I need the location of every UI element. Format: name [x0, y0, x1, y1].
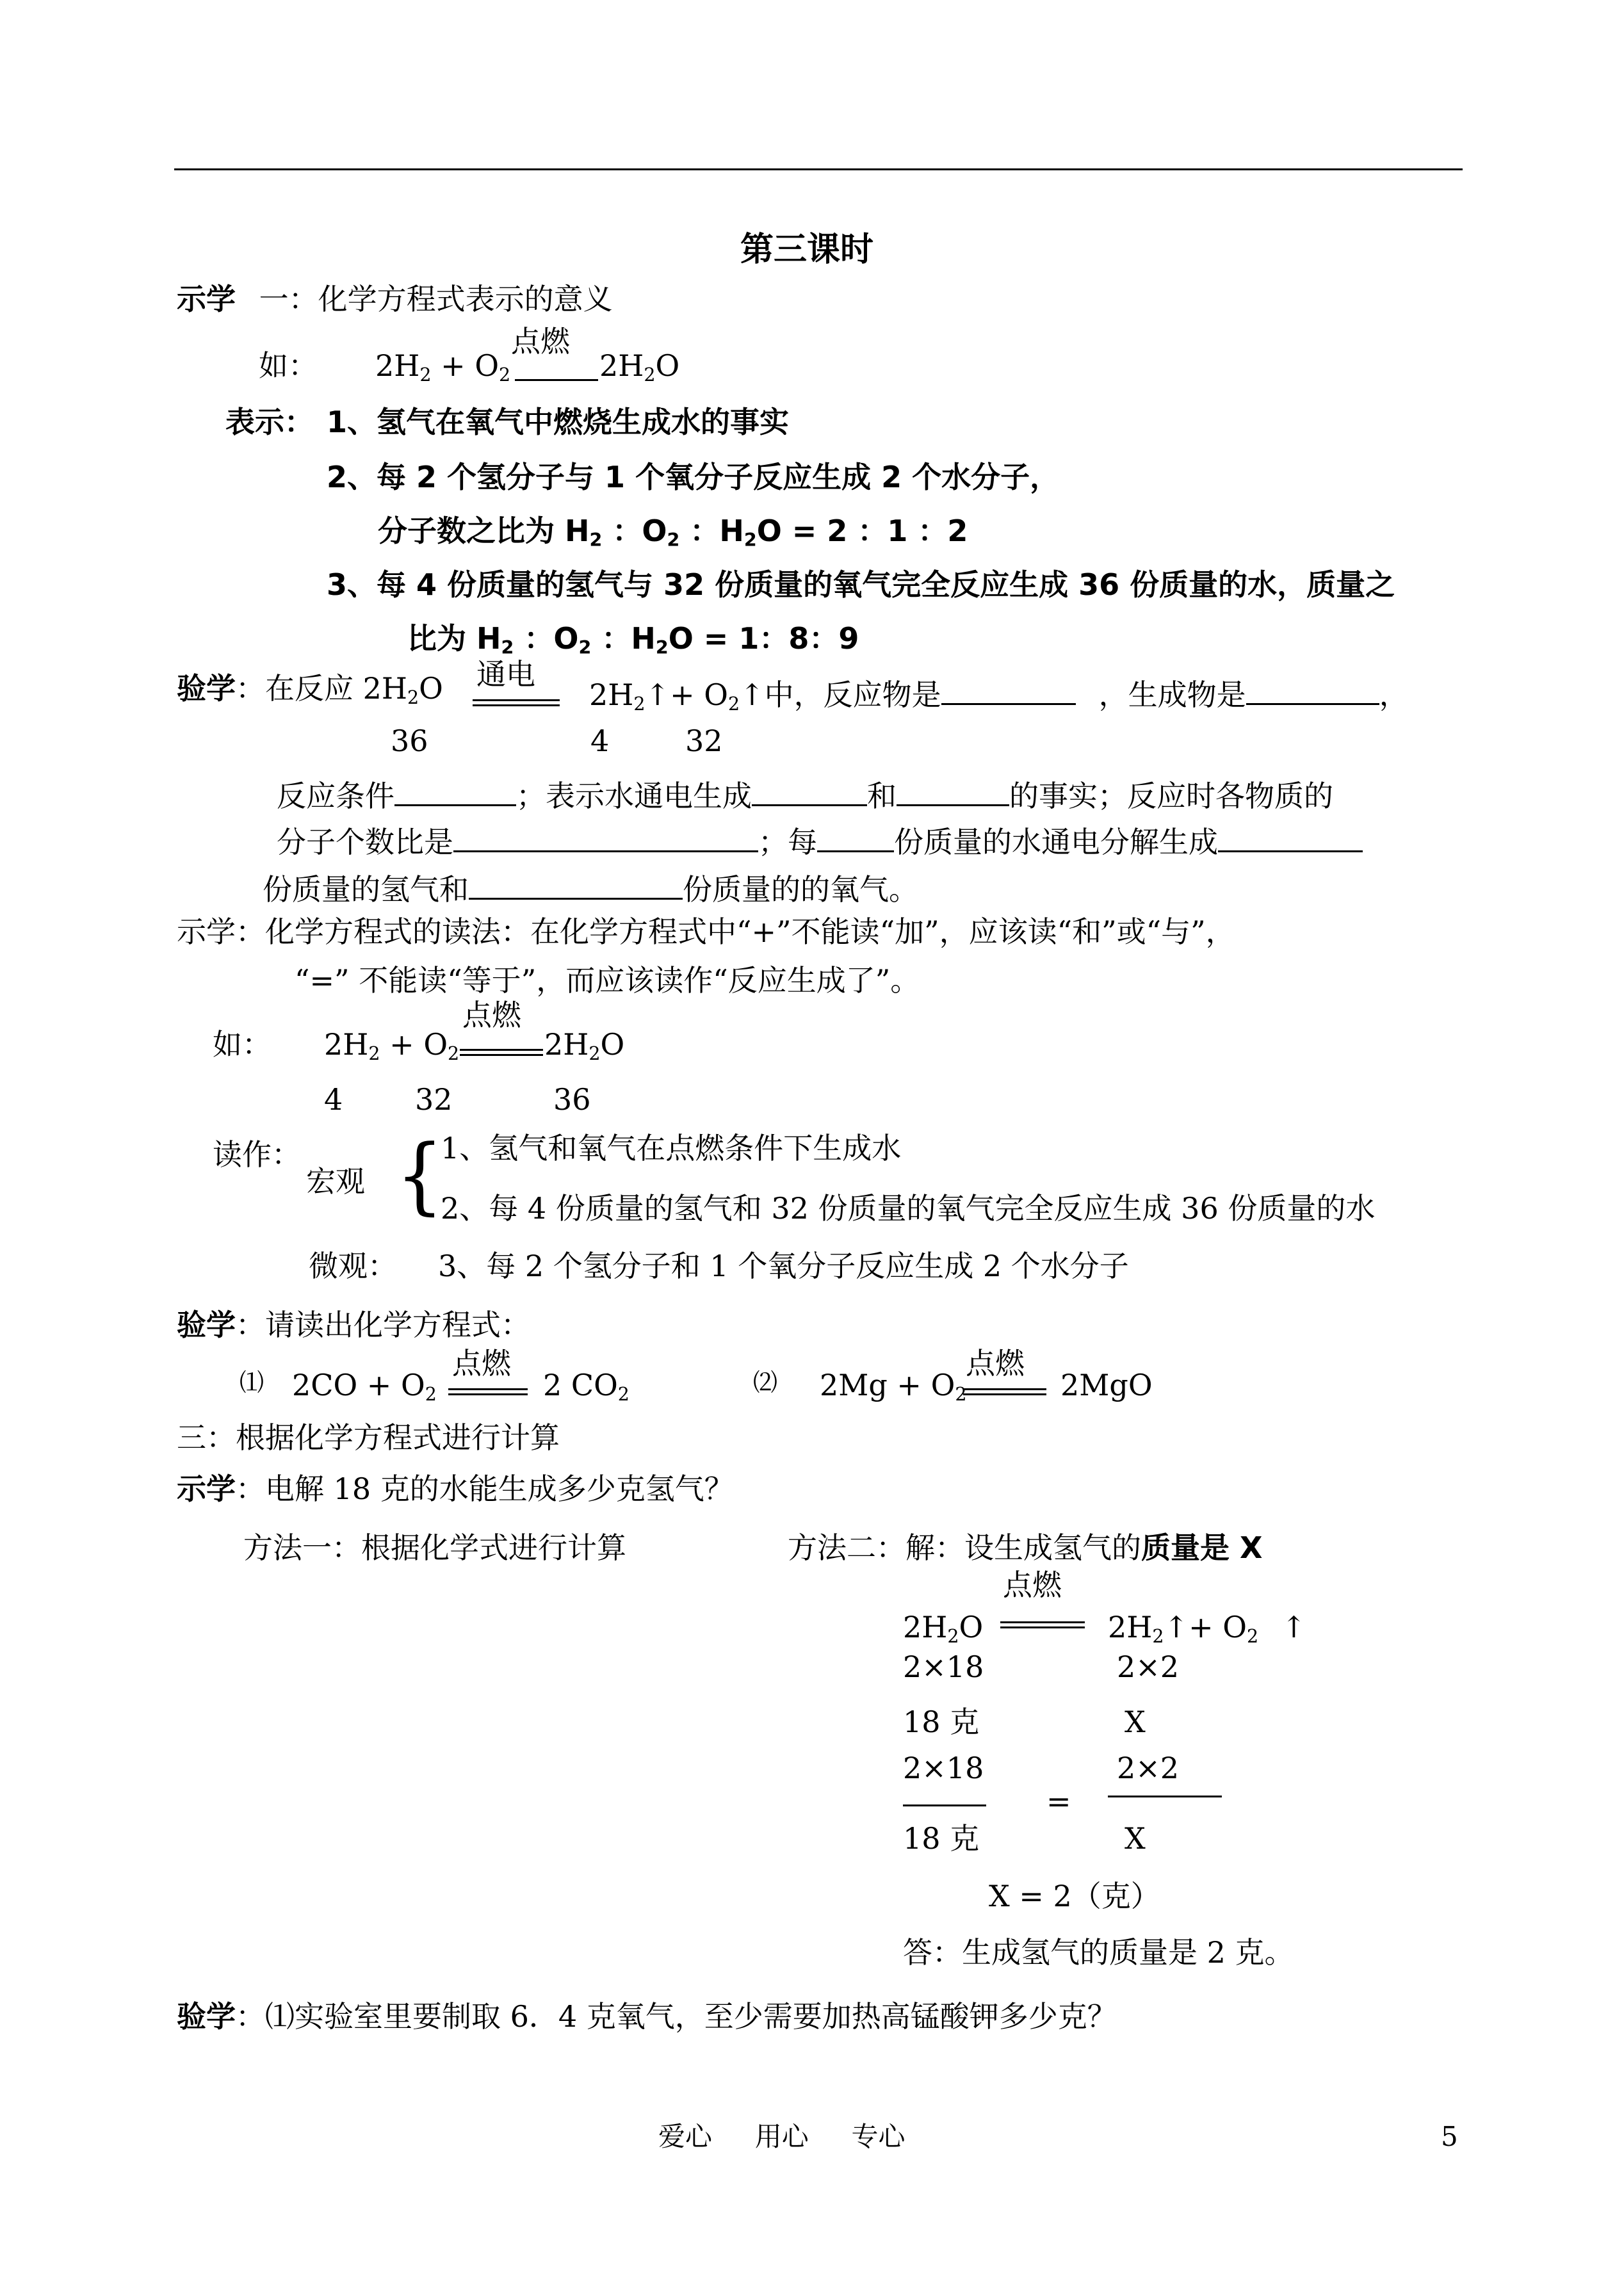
exercise-electrolysis-line3: 分子个数比是 ；每 份质量的水通电分解生成 [277, 821, 1363, 857]
solution-products: $2H_2↑+ O_2$ ↑ [1108, 1610, 1306, 1647]
page-number: 5 [1441, 2121, 1458, 2152]
blank-products[interactable] [1246, 674, 1379, 705]
equation-water-formation: $2H_2 + O_2$ [375, 348, 511, 385]
example-label: 如： [213, 1027, 272, 1062]
blank-condition[interactable] [394, 775, 516, 806]
exercise-electrolysis-line4: 份质量的氢气和 份质量的的氧气。 [263, 868, 918, 904]
meaning-2: 2、每 2 个氢分子与 1 个氧分子反应生成 2 个水分子， [327, 460, 1060, 494]
question-number: ⑵ [753, 1368, 778, 1397]
molecule-ratio: 分子数之比为 $H_2$ ：$O_2$ ：$H_2O = 2$ ：1 ：2 [378, 514, 968, 551]
question-number: ⑴ [240, 1368, 264, 1397]
relative-mass-hydrogen: 2×2 [1117, 1650, 1180, 1684]
relative-mass-water: 2×18 [903, 1650, 984, 1684]
fraction-bar [1108, 1796, 1222, 1797]
method-one: 方法一：根据化学式进行计算 [243, 1530, 626, 1565]
reaction-condition: 点燃 [511, 324, 570, 359]
equation-arrow [515, 379, 598, 381]
unknown-hydrogen: X [1125, 1705, 1146, 1739]
blank-molecule-ratio[interactable] [453, 821, 758, 852]
blank-oxygen-mass[interactable] [469, 868, 683, 900]
meaning-1: 1、氢气在氧气中燃烧生成水的事实 [327, 405, 790, 439]
blank-product-1[interactable] [752, 775, 867, 806]
meaning-3: 3、每 4 份质量的氢气与 32 份质量的氧气完全反应生成 36 份质量的水，质量之 [327, 567, 1395, 602]
blank-hydrogen-mass[interactable] [1218, 821, 1363, 852]
equation-product: $2H_2O$ [599, 348, 680, 385]
section-label: 验学 [177, 1308, 236, 1342]
reaction-condition: 点燃 [462, 998, 521, 1032]
section-label: 验学 [177, 671, 236, 706]
mass-value: 4 [324, 1082, 343, 1117]
example-label: 如： [259, 348, 318, 383]
mass-ratio: 比为 $H_2$ ：$O_2$ ：$H_2O = 1$：8：9 [407, 621, 859, 658]
mass-value: 32 [685, 724, 723, 758]
calculation-heading: 三：根据化学方程式进行计算 [177, 1420, 560, 1455]
footer-motto: 爱心 用心 专心 [658, 2121, 905, 2152]
fraction-left-denominator: 18 克 [903, 1821, 980, 1856]
exercise-potassium-permanganate: 验学：⑴实验室里要制取 6．4 克氧气，至少需要加热高锰酸钾多少克？ [177, 1999, 1117, 2034]
mass-value: 4 [590, 724, 610, 758]
equation-double-line [473, 699, 560, 706]
section-label: 示学 [177, 1472, 236, 1506]
section-heading-text: 一：化学方程式表示的意义 [259, 282, 613, 316]
mass-value: 36 [391, 724, 428, 758]
method-two: 方法二：解：设生成氢气的质量是 X [788, 1530, 1263, 1565]
solution-reactant: $2H_2O$ [903, 1610, 984, 1647]
reaction-condition: 点燃 [1003, 1568, 1062, 1602]
reading-1: 1、氢气和氧气在点燃条件下生成水 [441, 1131, 902, 1165]
fraction-bar [903, 1804, 986, 1806]
fraction-equals: = [1046, 1784, 1071, 1819]
reaction-condition: 点燃 [966, 1346, 1025, 1381]
equation-product: $2H_2O$ [544, 1027, 625, 1064]
mass-value: 32 [415, 1082, 453, 1117]
equation-double-line [448, 1388, 528, 1395]
section-label: 示学 [177, 282, 236, 316]
equation-double-line [963, 1388, 1046, 1395]
mass-value: 36 [553, 1082, 591, 1117]
macro-label: 宏观 [306, 1164, 365, 1199]
result-line: X = 2（克） [989, 1879, 1160, 1913]
electrolysis-products: $2H_2↑+$ $O_2↑$中，反应物是 ，生成物是 ， [589, 674, 1409, 710]
reading-rules-line1: 示学：化学方程式的读法：在化学方程式中“+”不能读“加”，应该读“和”或“与”， [177, 914, 1235, 949]
equation-mg: $2Mg + O_2$ [820, 1368, 967, 1405]
fraction-right-denominator: X [1125, 1821, 1146, 1856]
section-label: 示学： [177, 914, 265, 949]
reading-2: 2、每 4 份质量的氢气和 32 份质量的氧气完全反应生成 36 份质量的水 [441, 1191, 1376, 1226]
exercise-electrolysis-line2: 反应条件 ；表示水通电生成 和 的事实；反应时各物质的 [277, 775, 1333, 811]
equation-co: $2CO + O_2$ [292, 1368, 437, 1405]
blank-reactants[interactable] [941, 674, 1076, 705]
exercise-electrolysis-line1: 验学：在反应 $2H_2O$ [177, 671, 443, 708]
exercise-read-equations: 验学：请读出化学方程式： [177, 1308, 530, 1342]
answer-line: 答：生成氢气的质量是 2 克。 [903, 1935, 1294, 1970]
reading-3: 3、每 2 个氢分子和 1 个氧分子反应生成 2 个水分子 [438, 1249, 1129, 1283]
header-rule [174, 168, 1463, 170]
fraction-right-numerator: 2×2 [1117, 1751, 1180, 1785]
reading-rules-line2: “=” 不能读“等于”，而应该读作“反应生成了”。 [295, 963, 920, 998]
section1-heading [177, 284, 613, 314]
blank-product-2[interactable] [897, 775, 1009, 806]
read-label: 读作： [213, 1137, 301, 1172]
meaning-label: 表示： [225, 405, 314, 439]
micro-label: 微观： [309, 1249, 397, 1283]
given-mass-water: 18 克 [903, 1705, 980, 1739]
reaction-condition: 通电 [476, 657, 535, 692]
equation-water-formation: $2H_2 + O_2$ [324, 1027, 460, 1064]
equation-co-product: 2 $CO_2$ [543, 1368, 629, 1405]
calculation-question: 示学：电解 18 克的水能生成多少克氢气？ [177, 1472, 734, 1506]
section-label: 验学 [177, 1999, 236, 2034]
equation-double-line [460, 1049, 543, 1056]
equation-mg-product: 2MgO [1060, 1368, 1153, 1402]
fraction-left-numerator: 2×18 [903, 1751, 984, 1785]
blank-water-mass[interactable] [817, 821, 894, 852]
brace-symbol: { [396, 1126, 444, 1224]
page-title: 第三课时 [740, 230, 874, 269]
reaction-condition: 点燃 [452, 1346, 511, 1381]
equation-double-line [1000, 1621, 1085, 1628]
